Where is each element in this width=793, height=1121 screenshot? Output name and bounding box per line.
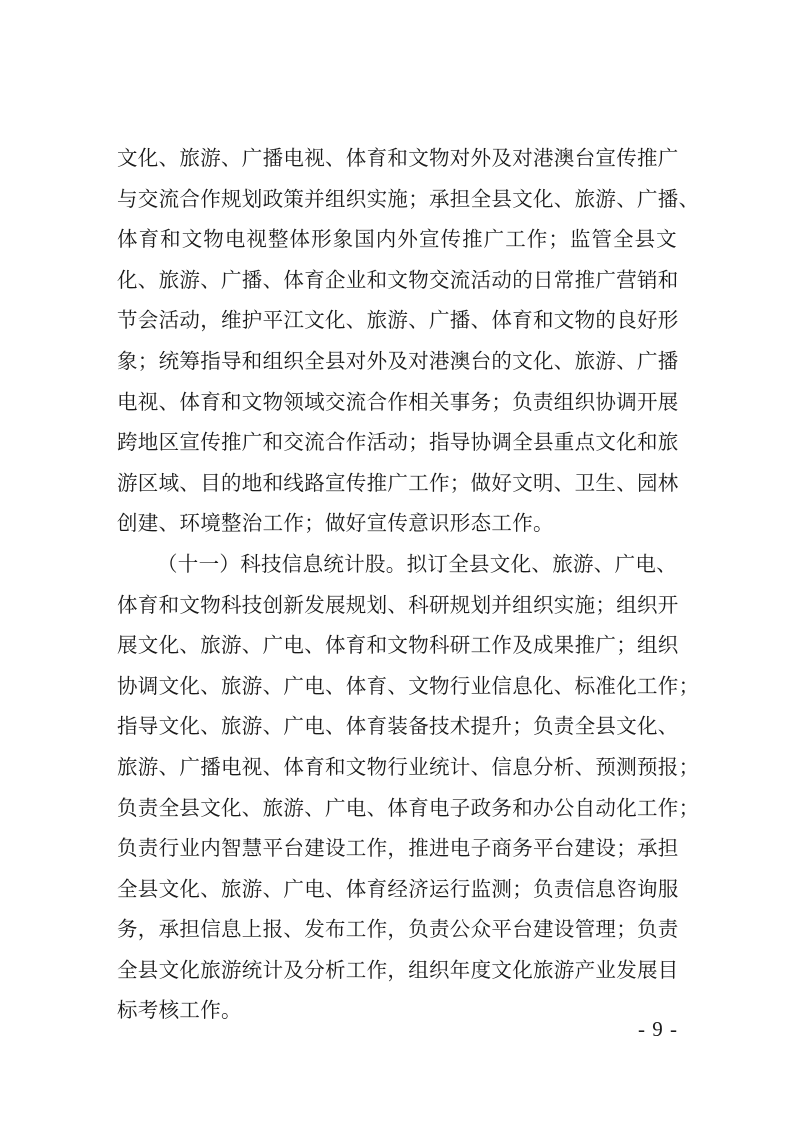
text-line: 电视、体育和文物领域交流合作相关事务；负责组织协调开展: [117, 389, 679, 414]
text-line: 与交流合作规划政策并组织实施；承担全县文化、旅游、广播、: [117, 186, 700, 211]
text-line: 协调文化、旅游、广电、体育、文物行业信息化、标准化工作；: [117, 673, 700, 698]
text-line: 旅游、广播电视、体育和文物行业统计、信息分析、预测预报；: [117, 754, 700, 779]
text-line: 化、旅游、广播、体育企业和文物交流活动的日常推广营销和: [117, 267, 679, 292]
text-line: 负责行业内智慧平台建设工作，推进电子商务平台建设；承担: [117, 836, 679, 861]
text-line: 全县文化、旅游、广电、体育经济运行监测；负责信息咨询服: [117, 876, 679, 901]
text-line: 跨地区宣传推广和交流合作活动；指导协调全县重点文化和旅: [117, 430, 679, 455]
text-line: 文化、旅游、广播电视、体育和文物对外及对港澳台宣传推广: [117, 146, 679, 170]
text-line: 标考核工作。: [117, 998, 242, 1023]
text-line: 务，承担信息上报、发布工作，负责公众平台建设管理；负责: [117, 917, 679, 942]
text-line: 全县文化旅游统计及分析工作，组织年度文化旅游产业发展目: [117, 957, 679, 982]
text-line: 体育和文物电视整体形象国内外宣传推广工作；监管全县文: [117, 227, 677, 252]
text-line: 指导文化、旅游、广电、体育装备技术提升；负责全县文化、: [117, 714, 679, 739]
body-text: [117, 138, 700, 1031]
text-line: 负责全县文化、旅游、广电、体育电子政务和办公自动化工作；: [117, 795, 700, 820]
text-line: 节会活动，维护平江文化、旅游、广播、体育和文物的良好形: [117, 308, 679, 333]
text-line: 体育和文物科技创新发展规划、科研规划并组织实施；组织开: [117, 592, 679, 617]
page-number: - 9 -: [638, 1017, 678, 1041]
text-line: 象；统筹指导和组织全县对外及对港澳台的文化、旅游、广播: [117, 348, 679, 373]
text-line: 创建、环境整治工作；做好宣传意识形态工作。: [117, 511, 554, 536]
text-line: 游区域、目的地和线路宣传推广工作；做好文明、卫生、园林: [117, 470, 679, 495]
text-line: （十一）科技信息统计股。拟订全县文化、旅游、广电、: [157, 551, 677, 576]
text-line: 展文化、旅游、广电、体育和文物科研工作及成果推广；组织: [117, 633, 679, 658]
